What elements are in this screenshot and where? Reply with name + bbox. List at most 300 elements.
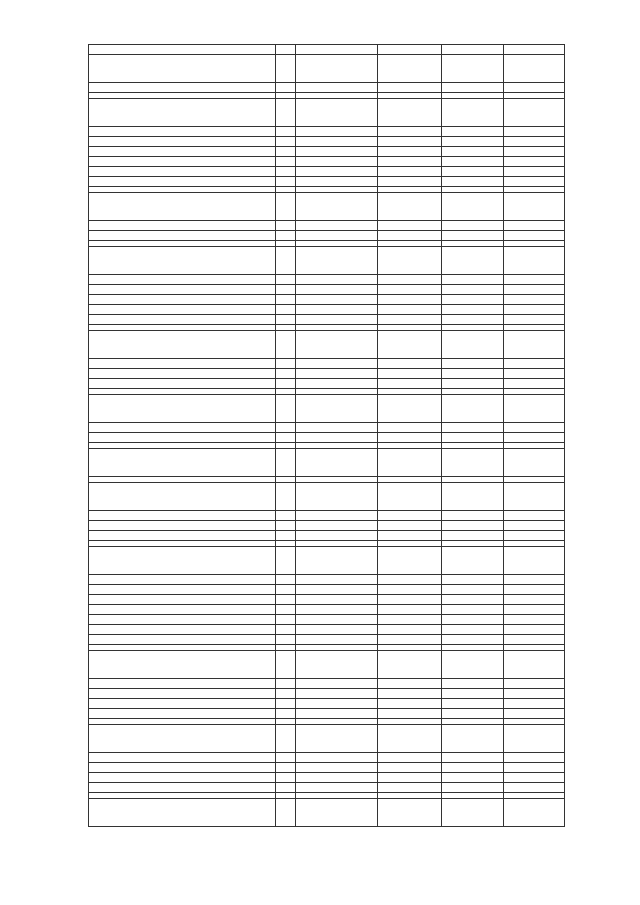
code-cell (276, 783, 296, 793)
unexecuted-amount-cell (504, 651, 565, 679)
description-cell (89, 45, 276, 55)
executed-amount-cell (442, 275, 504, 285)
unexecuted-amount-cell (504, 137, 565, 147)
description-cell (89, 521, 276, 531)
description-cell (89, 615, 276, 625)
table-row (89, 531, 565, 541)
code-cell (276, 449, 296, 477)
description-cell (89, 127, 276, 137)
executed-amount-cell (442, 483, 504, 511)
description-cell (89, 315, 276, 325)
description-cell (89, 137, 276, 147)
unexecuted-amount-cell (504, 177, 565, 187)
unexecuted-amount-cell (504, 575, 565, 585)
code-cell (276, 679, 296, 689)
classification-code-cell (296, 547, 378, 575)
table-row (89, 193, 565, 221)
classification-code-cell (296, 605, 378, 615)
classification-code-cell (296, 315, 378, 325)
unexecuted-amount-cell (504, 605, 565, 615)
executed-amount-cell (442, 247, 504, 275)
description-cell (89, 157, 276, 167)
code-cell (276, 55, 296, 83)
classification-code-cell (296, 285, 378, 295)
table-row (89, 331, 565, 359)
classification-code-cell (296, 753, 378, 763)
classification-code-cell (296, 83, 378, 93)
unexecuted-amount-cell (504, 315, 565, 325)
classification-code-cell (296, 55, 378, 83)
unexecuted-amount-cell (504, 709, 565, 719)
classification-code-cell (296, 331, 378, 359)
approved-amount-cell (378, 753, 442, 763)
approved-amount-cell (378, 433, 442, 443)
unexecuted-amount-cell (504, 689, 565, 699)
description-cell (89, 331, 276, 359)
description-cell (89, 651, 276, 679)
code-cell (276, 137, 296, 147)
approved-amount-cell (378, 521, 442, 531)
table-row (89, 137, 565, 147)
executed-amount-cell (442, 679, 504, 689)
approved-amount-cell (378, 45, 442, 55)
approved-amount-cell (378, 449, 442, 477)
description-cell (89, 763, 276, 773)
classification-code-cell (296, 359, 378, 369)
approved-amount-cell (378, 275, 442, 285)
table-row (89, 605, 565, 615)
code-cell (276, 83, 296, 93)
executed-amount-cell (442, 127, 504, 137)
description-cell (89, 359, 276, 369)
classification-code-cell (296, 193, 378, 221)
description-cell (89, 99, 276, 127)
executed-amount-cell (442, 315, 504, 325)
description-cell (89, 511, 276, 521)
unexecuted-amount-cell (504, 615, 565, 625)
code-cell (276, 585, 296, 595)
unexecuted-amount-cell (504, 221, 565, 231)
approved-amount-cell (378, 285, 442, 295)
table-row (89, 521, 565, 531)
table-row (89, 763, 565, 773)
code-cell (276, 699, 296, 709)
table-row (89, 395, 565, 423)
table-row (89, 295, 565, 305)
approved-amount-cell (378, 177, 442, 187)
executed-amount-cell (442, 783, 504, 793)
code-cell (276, 433, 296, 443)
unexecuted-amount-cell (504, 247, 565, 275)
classification-code-cell (296, 575, 378, 585)
classification-code-cell (296, 531, 378, 541)
table-row (89, 231, 565, 241)
table-row (89, 305, 565, 315)
table-row (89, 625, 565, 635)
unexecuted-amount-cell (504, 449, 565, 477)
approved-amount-cell (378, 689, 442, 699)
description-cell (89, 295, 276, 305)
approved-amount-cell (378, 635, 442, 645)
classification-code-cell (296, 699, 378, 709)
description-cell (89, 699, 276, 709)
unexecuted-amount-cell (504, 99, 565, 127)
approved-amount-cell (378, 483, 442, 511)
approved-amount-cell (378, 575, 442, 585)
unexecuted-amount-cell (504, 83, 565, 93)
table-row (89, 55, 565, 83)
unexecuted-amount-cell (504, 231, 565, 241)
approved-amount-cell (378, 531, 442, 541)
unexecuted-amount-cell (504, 295, 565, 305)
executed-amount-cell (442, 433, 504, 443)
table-row (89, 547, 565, 575)
table-row (89, 433, 565, 443)
classification-code-cell (296, 395, 378, 423)
unexecuted-amount-cell (504, 783, 565, 793)
executed-amount-cell (442, 615, 504, 625)
unexecuted-amount-cell (504, 167, 565, 177)
code-cell (276, 709, 296, 719)
table-row (89, 699, 565, 709)
executed-amount-cell (442, 423, 504, 433)
description-cell (89, 773, 276, 783)
code-cell (276, 369, 296, 379)
classification-code-cell (296, 625, 378, 635)
classification-code-cell (296, 799, 378, 827)
table-row (89, 315, 565, 325)
classification-code-cell (296, 709, 378, 719)
classification-code-cell (296, 147, 378, 157)
code-cell (276, 305, 296, 315)
unexecuted-amount-cell (504, 147, 565, 157)
executed-amount-cell (442, 193, 504, 221)
unexecuted-amount-cell (504, 193, 565, 221)
classification-code-cell (296, 177, 378, 187)
approved-amount-cell (378, 167, 442, 177)
classification-code-cell (296, 275, 378, 285)
code-cell (276, 315, 296, 325)
table-row (89, 783, 565, 793)
table-row (89, 359, 565, 369)
approved-amount-cell (378, 295, 442, 305)
executed-amount-cell (442, 231, 504, 241)
code-cell (276, 275, 296, 285)
table-row (89, 511, 565, 521)
code-cell (276, 147, 296, 157)
table-row (89, 449, 565, 477)
executed-amount-cell (442, 221, 504, 231)
classification-code-cell (296, 45, 378, 55)
executed-amount-cell (442, 379, 504, 389)
code-cell (276, 605, 296, 615)
code-cell (276, 331, 296, 359)
unexecuted-amount-cell (504, 521, 565, 531)
approved-amount-cell (378, 783, 442, 793)
code-cell (276, 247, 296, 275)
description-cell (89, 221, 276, 231)
unexecuted-amount-cell (504, 679, 565, 689)
classification-code-cell (296, 783, 378, 793)
executed-amount-cell (442, 625, 504, 635)
code-cell (276, 547, 296, 575)
executed-amount-cell (442, 167, 504, 177)
executed-amount-cell (442, 709, 504, 719)
classification-code-cell (296, 585, 378, 595)
description-cell (89, 231, 276, 241)
unexecuted-amount-cell (504, 433, 565, 443)
classification-code-cell (296, 433, 378, 443)
table-row (89, 575, 565, 585)
approved-amount-cell (378, 331, 442, 359)
executed-amount-cell (442, 689, 504, 699)
table-row (89, 275, 565, 285)
approved-amount-cell (378, 395, 442, 423)
description-cell (89, 423, 276, 433)
approved-amount-cell (378, 379, 442, 389)
approved-amount-cell (378, 315, 442, 325)
unexecuted-amount-cell (504, 725, 565, 753)
executed-amount-cell (442, 753, 504, 763)
executed-amount-cell (442, 369, 504, 379)
table-row (89, 635, 565, 645)
unexecuted-amount-cell (504, 799, 565, 827)
classification-code-cell (296, 615, 378, 625)
executed-amount-cell (442, 305, 504, 315)
description-cell (89, 709, 276, 719)
description-cell (89, 625, 276, 635)
code-cell (276, 635, 296, 645)
code-cell (276, 157, 296, 167)
description-cell (89, 177, 276, 187)
classification-code-cell (296, 635, 378, 645)
code-cell (276, 395, 296, 423)
executed-amount-cell (442, 83, 504, 93)
unexecuted-amount-cell (504, 483, 565, 511)
table-row (89, 45, 565, 55)
executed-amount-cell (442, 295, 504, 305)
executed-amount-cell (442, 157, 504, 167)
description-cell (89, 783, 276, 793)
table-row (89, 285, 565, 295)
code-cell (276, 99, 296, 127)
unexecuted-amount-cell (504, 331, 565, 359)
code-cell (276, 423, 296, 433)
budget-table-page (88, 44, 564, 827)
description-cell (89, 547, 276, 575)
approved-amount-cell (378, 605, 442, 615)
code-cell (276, 221, 296, 231)
approved-amount-cell (378, 547, 442, 575)
classification-code-cell (296, 137, 378, 147)
approved-amount-cell (378, 799, 442, 827)
table-row (89, 709, 565, 719)
approved-amount-cell (378, 193, 442, 221)
description-cell (89, 433, 276, 443)
executed-amount-cell (442, 763, 504, 773)
table-row (89, 689, 565, 699)
unexecuted-amount-cell (504, 395, 565, 423)
description-cell (89, 605, 276, 615)
approved-amount-cell (378, 763, 442, 773)
executed-amount-cell (442, 651, 504, 679)
executed-amount-cell (442, 595, 504, 605)
classification-code-cell (296, 379, 378, 389)
code-cell (276, 127, 296, 137)
approved-amount-cell (378, 83, 442, 93)
classification-code-cell (296, 689, 378, 699)
code-cell (276, 615, 296, 625)
unexecuted-amount-cell (504, 531, 565, 541)
code-cell (276, 689, 296, 699)
executed-amount-cell (442, 531, 504, 541)
executed-amount-cell (442, 55, 504, 83)
executed-amount-cell (442, 359, 504, 369)
description-cell (89, 305, 276, 315)
approved-amount-cell (378, 651, 442, 679)
table-row (89, 773, 565, 783)
table-row (89, 753, 565, 763)
executed-amount-cell (442, 799, 504, 827)
approved-amount-cell (378, 127, 442, 137)
approved-amount-cell (378, 679, 442, 689)
unexecuted-amount-cell (504, 699, 565, 709)
table-row (89, 585, 565, 595)
approved-amount-cell (378, 595, 442, 605)
description-cell (89, 247, 276, 275)
classification-code-cell (296, 99, 378, 127)
table-row (89, 177, 565, 187)
table-row (89, 423, 565, 433)
unexecuted-amount-cell (504, 275, 565, 285)
description-cell (89, 449, 276, 477)
unexecuted-amount-cell (504, 773, 565, 783)
table-row (89, 247, 565, 275)
classification-code-cell (296, 295, 378, 305)
approved-amount-cell (378, 773, 442, 783)
approved-amount-cell (378, 423, 442, 433)
code-cell (276, 379, 296, 389)
classification-code-cell (296, 167, 378, 177)
executed-amount-cell (442, 137, 504, 147)
unexecuted-amount-cell (504, 379, 565, 389)
executed-amount-cell (442, 575, 504, 585)
executed-amount-cell (442, 773, 504, 783)
classification-code-cell (296, 423, 378, 433)
description-cell (89, 147, 276, 157)
executed-amount-cell (442, 395, 504, 423)
code-cell (276, 193, 296, 221)
classification-code-cell (296, 449, 378, 477)
code-cell (276, 753, 296, 763)
classification-code-cell (296, 157, 378, 167)
executed-amount-cell (442, 45, 504, 55)
unexecuted-amount-cell (504, 127, 565, 137)
description-cell (89, 725, 276, 753)
approved-amount-cell (378, 511, 442, 521)
table-body (89, 45, 565, 827)
classification-code-cell (296, 221, 378, 231)
table-row (89, 799, 565, 827)
classification-code-cell (296, 247, 378, 275)
executed-amount-cell (442, 521, 504, 531)
approved-amount-cell (378, 369, 442, 379)
code-cell (276, 231, 296, 241)
code-cell (276, 625, 296, 635)
code-cell (276, 763, 296, 773)
classification-code-cell (296, 595, 378, 605)
table-row (89, 725, 565, 753)
approved-amount-cell (378, 147, 442, 157)
approved-amount-cell (378, 725, 442, 753)
classification-code-cell (296, 231, 378, 241)
code-cell (276, 359, 296, 369)
description-cell (89, 689, 276, 699)
executed-amount-cell (442, 605, 504, 615)
code-cell (276, 295, 296, 305)
description-cell (89, 83, 276, 93)
unexecuted-amount-cell (504, 157, 565, 167)
executed-amount-cell (442, 725, 504, 753)
unexecuted-amount-cell (504, 753, 565, 763)
code-cell (276, 285, 296, 295)
approved-amount-cell (378, 625, 442, 635)
description-cell (89, 753, 276, 763)
unexecuted-amount-cell (504, 547, 565, 575)
code-cell (276, 575, 296, 585)
approved-amount-cell (378, 231, 442, 241)
classification-code-cell (296, 679, 378, 689)
executed-amount-cell (442, 177, 504, 187)
unexecuted-amount-cell (504, 625, 565, 635)
executed-amount-cell (442, 547, 504, 575)
description-cell (89, 585, 276, 595)
table-row (89, 127, 565, 137)
description-cell (89, 275, 276, 285)
table-row (89, 167, 565, 177)
executed-amount-cell (442, 449, 504, 477)
budget-table (88, 44, 565, 827)
table-row (89, 157, 565, 167)
unexecuted-amount-cell (504, 359, 565, 369)
table-row (89, 147, 565, 157)
executed-amount-cell (442, 99, 504, 127)
table-row (89, 651, 565, 679)
classification-code-cell (296, 483, 378, 511)
executed-amount-cell (442, 585, 504, 595)
table-row (89, 379, 565, 389)
approved-amount-cell (378, 699, 442, 709)
table-row (89, 483, 565, 511)
classification-code-cell (296, 521, 378, 531)
approved-amount-cell (378, 247, 442, 275)
description-cell (89, 799, 276, 827)
classification-code-cell (296, 369, 378, 379)
approved-amount-cell (378, 585, 442, 595)
table-row (89, 99, 565, 127)
approved-amount-cell (378, 709, 442, 719)
code-cell (276, 773, 296, 783)
description-cell (89, 55, 276, 83)
description-cell (89, 379, 276, 389)
approved-amount-cell (378, 137, 442, 147)
description-cell (89, 285, 276, 295)
unexecuted-amount-cell (504, 45, 565, 55)
approved-amount-cell (378, 99, 442, 127)
executed-amount-cell (442, 285, 504, 295)
description-cell (89, 575, 276, 585)
approved-amount-cell (378, 157, 442, 167)
